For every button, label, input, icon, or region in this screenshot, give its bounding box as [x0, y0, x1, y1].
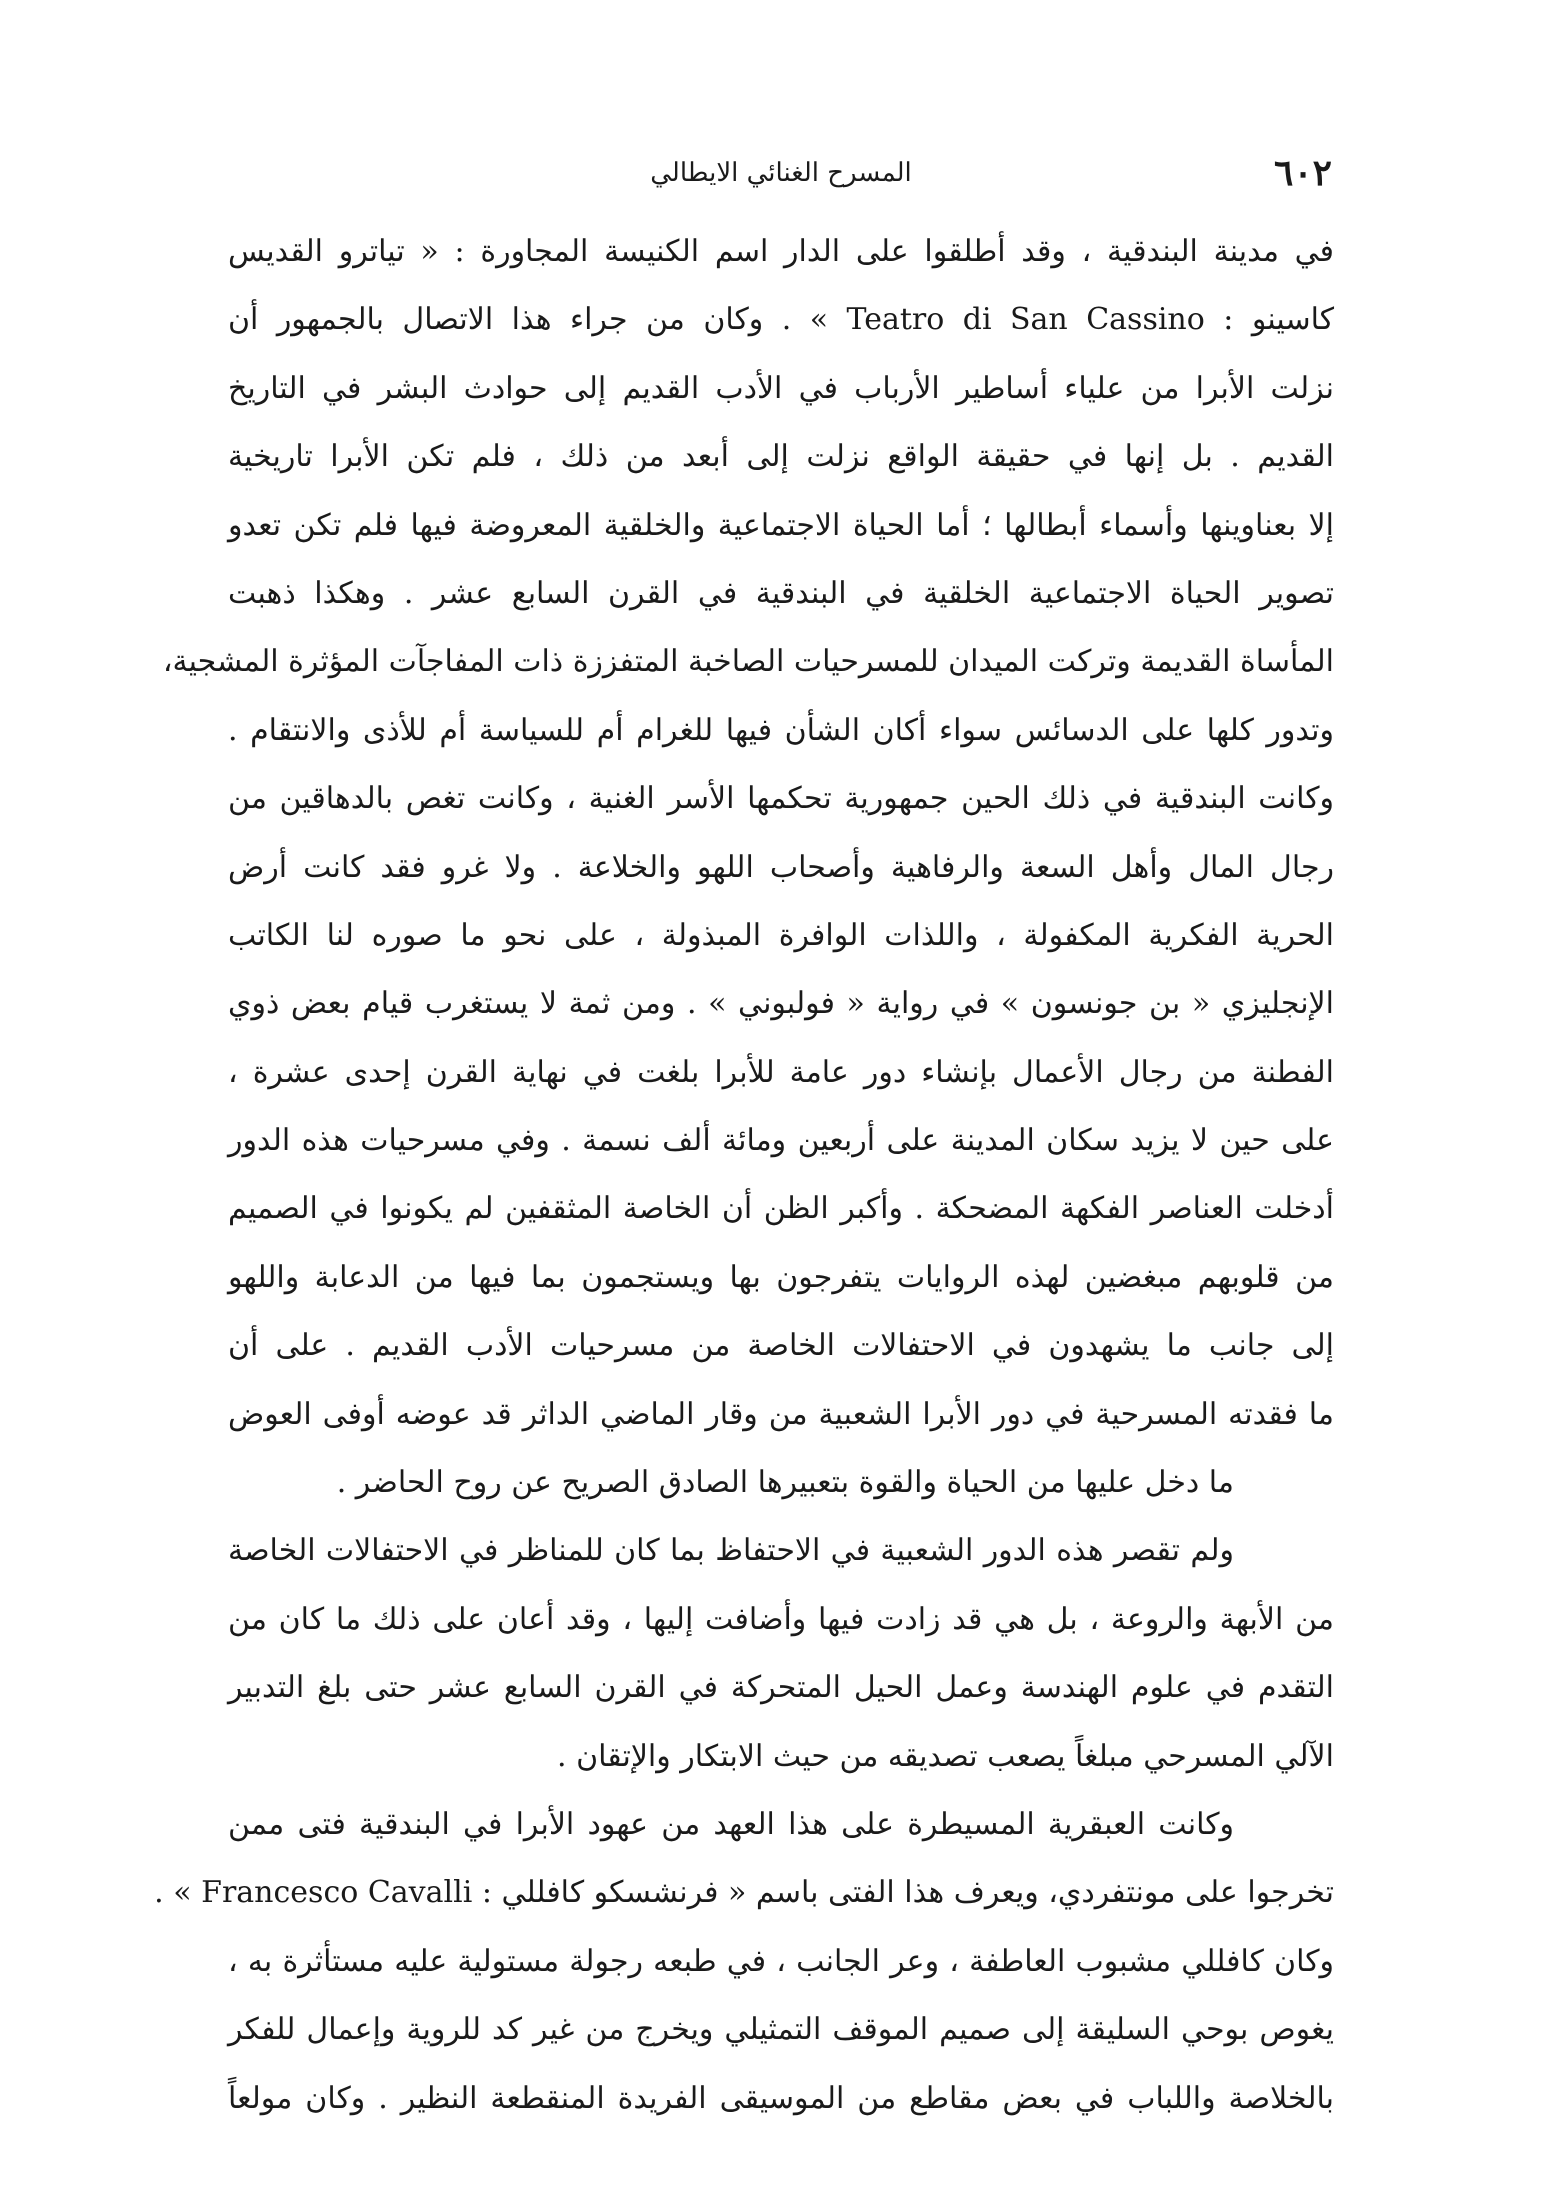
text-line: من قلوبهم مبغضين لهذه الروايات يتفرجون بها ويستجمون بما فيها من الدعابة واللهو	[228, 1259, 1334, 1295]
text-line: التقدم في علوم الهندسة وعمل الحيل المتحركة في القرن السابع عشر حتى بلغ التدبير	[228, 1670, 1334, 1706]
text-line: وتدور كلها على الدسائس سواء أكان الشأن فيها للغرام أم للسياسة أم للأذى والانتقام .	[228, 712, 1334, 748]
paragraph-start-line: وكانت العبقرية المسيطرة على هذا العهد من عهود الأبرا في البندقية فتى ممن	[228, 1806, 1234, 1842]
text-line: في مدينة البندقية ، وقد أطلقوا على الدار اسم الكنيسة المجاورة : « تياترو القديس	[228, 234, 1334, 269]
text-line: كاسينو : Teatro di San Cassino » . وكان من جراء هذا الاتصال بالجمهور أن	[228, 302, 1335, 338]
text-line: وكان كافللي مشبوب العاطفة ، وعر الجانب ، في طبعه رجولة مستولية عليه مستأثرة به ،	[228, 1943, 1334, 1979]
text-line: على حين لا يزيد سكان المدينة على أربعين ومائة ألف نسمة . وفي مسرحيات هذه الدور	[228, 1123, 1334, 1159]
text-line: المأساة القديمة وتركت الميدان للمسرحيات الصاخبة المتفززة ذات المفاجآت المؤثرة المشجية،	[162, 644, 1334, 680]
text-line: تخرجوا على مونتفردي، ويعرف هذا الفتى باسم « فرنشسكو كافللي : Francesco Cavalli » .	[154, 1875, 1334, 1911]
text-line: الإنجليزي « بن جونسون » في رواية « فولبوني » . ومن ثمة لا يستغرب قيام بعض ذوي	[228, 986, 1334, 1022]
paragraph-start-line: ولم تقصر هذه الدور الشعبية في الاحتفاظ بما كان للمناظر في الاحتفالات الخاصة	[228, 1533, 1234, 1569]
page-number: ٦٠٢	[1273, 152, 1332, 194]
running-title: المسرح الغنائي الايطالي	[650, 158, 912, 188]
body-text	[154, 218, 1335, 2133]
text-line: تصوير الحياة الاجتماعية الخلقية في البندقية في القرن السابع عشر . وهكذا ذهبت	[228, 575, 1334, 611]
text-line: يغوص بوحي السليقة إلى صميم الموقف التمثيلي ويخرج من غير كد للروية وإعمال للفكر	[228, 2012, 1334, 2048]
running-head	[230, 148, 1332, 198]
text-line: رجال المال وأهل السعة والرفاهية وأصحاب اللهو والخلاعة . ولا غرو فقد كانت أرض	[228, 849, 1334, 885]
paragraph-end-line: الآلي المسرحي مبلغاً يصعب تصديقه من حيث الابتكار والإتقان .	[557, 1738, 1334, 1774]
paragraph-end-line: ما دخل عليها من الحياة والقوة بتعبيرها الصادق الصريح عن روح الحاضر .	[336, 1465, 1234, 1501]
text-line: الحرية الفكرية المكفولة ، واللذات الوافرة المبذولة ، على نحو ما صوره لنا الكاتب	[228, 917, 1334, 953]
text-line: إلا بعناوينها وأسماء أبطالها ؛ أما الحياة الاجتماعية والخلقية المعروضة فيها فلم تكن تعدو	[228, 507, 1334, 543]
text-line: من الأبهة والروعة ، بل هي قد زادت فيها وأضافت إليها ، وقد أعان على ذلك ما كان من	[228, 1601, 1334, 1637]
text-line: أدخلت العناصر الفكهة المضحكة . وأكبر الظن أن الخاصة المثقفين لم يكونوا في الصميم	[228, 1191, 1334, 1227]
text-line: القديم . بل إنها في حقيقة الواقع نزلت إلى أبعد من ذلك ، فلم تكن الأبرا تاريخية	[228, 439, 1334, 475]
text-line: ما فقدته المسرحية في دور الأبرا الشعبية من وقار الماضي الداثر قد عوضه أوفى العوض	[228, 1396, 1334, 1432]
text-line: بالخلاصة واللباب في بعض مقاطع من الموسيقى الفريدة المنقطعة النظير . وكان مولعاً	[228, 2080, 1334, 2116]
text-line: وكانت البندقية في ذلك الحين جمهورية تحكمها الأسر الغنية ، وكانت تغص بالدهاقين من	[228, 781, 1334, 817]
text-line: نزلت الأبرا من علياء أساطير الأرباب في الأدب القديم إلى حوادث البشر في التاريخ	[228, 370, 1334, 406]
text-line: الفطنة من رجال الأعمال بإنشاء دور عامة للأبرا بلغت في نهاية القرن إحدى عشرة ،	[228, 1054, 1334, 1090]
text-line: إلى جانب ما يشهدون في الاحتفالات الخاصة من مسرحيات الأدب القديم . على أن	[228, 1328, 1334, 1364]
